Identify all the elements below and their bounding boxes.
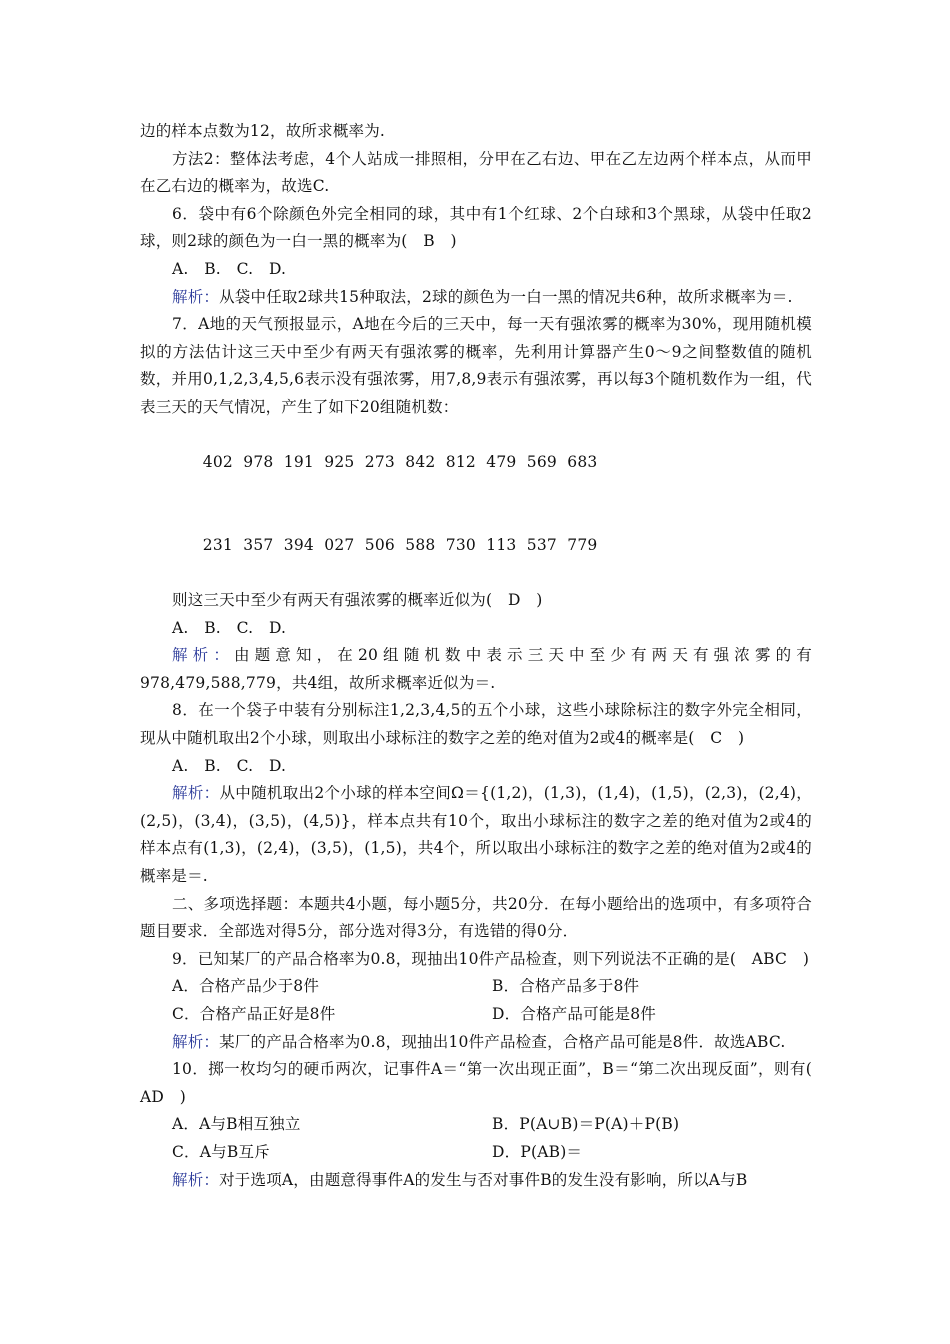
option-a: A．合格产品少于8件 [172,977,320,996]
question-6-stem: 6．袋中有6个除颜色外完全相同的球，其中有1个红球、2个白球和3个黑球，从袋中任取2球，则2球的颜色为一白一黑的概率为( B ) [140,204,812,251]
analysis-text: 从袋中任取2球共15种取法，2球的颜色为一白一黑的情况共6种，故所求概率为＝. [219,287,793,306]
random-number: 027 [324,535,355,554]
random-number: 978 [243,453,274,472]
random-number: 812 [445,453,476,472]
option-c: C．合格产品正好是8件 [172,1005,336,1023]
text-paragraph: 方法2：整体法考虑，4个人站成一排照相，分甲在乙右边、甲在乙左边两个样本点，从而甲在乙右边的概率为，故选C. [140,149,812,196]
question-7-question: 则这三天中至少有两天有强浓雾的概率近似为( D ) [172,591,543,610]
random-number: 357 [243,535,274,554]
question-9-stem: 9．已知某厂的产品合格率为0.8，现抽出10件产品检查，则下列说法不正确的是( ABC ) [172,949,810,968]
random-number-row-1 [140,422,812,505]
question-10-options-row-2 [140,1139,812,1167]
question-9-analysis [140,1029,812,1057]
analysis-label: 解析： [172,784,220,803]
question-6-choices: A. B. C. D. [172,259,287,278]
random-number: 779 [567,535,598,554]
question-10-stem: 10．掷一枚均匀的硬币两次，记事件A＝“第一次出现正面”，B＝“第二次出现反面”，则有( AD ) [140,1060,828,1106]
random-number: 683 [567,453,598,472]
analysis-text: 对于选项A，由题意得事件A的发生与否对事件B的发生没有影响，所以A与B [219,1170,748,1189]
question-7-analysis [140,642,812,697]
question-8-analysis [140,780,812,890]
random-number: 394 [283,535,314,554]
random-number: 506 [364,535,395,554]
analysis-text: 由题意知，在20组随机数中表示三天中至少有两天有强浓雾的有978,479,588,779，共4组，故所求概率近似为＝. [140,646,812,692]
question-9-options-row-1 [140,973,812,1001]
question-10-analysis [140,1167,812,1195]
random-number: 402 [202,453,233,472]
random-number: 191 [283,453,314,472]
option-d: D．合格产品可能是8件 [492,1005,656,1023]
analysis-label: 解析： [172,1170,220,1189]
random-number: 231 [202,535,233,554]
question-8-choices: A. B. C. D. [172,756,287,775]
random-number: 842 [405,453,436,472]
section-2-heading: 二、多项选择题：本题共4小题，每小题5分，共20分．在每小题给出的选项中，有多项符合题目要求．全部选对得5分，部分选对得3分，有选错的得0分． [140,894,812,941]
option-c: C．A与B互斥 [172,1142,270,1161]
random-number: 113 [486,535,517,554]
question-8-stem: 8．在一个袋子中装有分别标注1,2,3,4,5的五个小球，这些小球除标注的数字外完全相同，现从中随机取出2个小球，则取出小球标注的数字之差的绝对值为2或4的概率是( C ) [140,701,812,748]
random-number: 588 [405,535,436,554]
question-10-options-row-1 [140,1111,812,1139]
random-number: 479 [486,453,517,472]
option-d: D．P(AB)＝ [492,1142,583,1161]
analysis-text: 某厂的产品合格率为0.8，现抽出10件产品检查，合格产品可能是8件．故选ABC. [219,1032,786,1051]
random-number: 569 [526,453,557,472]
question-7-choices: A. B. C. D. [172,618,287,637]
analysis-text: 从中随机取出2个小球的样本空间Ω＝{(1,2)，(1,3)，(1,4)，(1,5)，(2,3)，(2,4)，(2,5)，(3,4)，(3,5)，(4,5)}，样本点共有10个，取出小球标注的数字之差的绝对值为2或4的样本点有(1,3)，(2,4)，(3,5)，(1,5)，共4个，所以取出小球标注的数字之差的绝对值为2或4的概率是＝. [140,784,812,886]
option-a: A．A与B相互独立 [172,1115,301,1134]
text-line: 边的样本点数为12，故所求概率为. [140,122,386,140]
random-number: 730 [445,535,476,554]
question-7-stem: 7．A地的天气预报显示，A地在今后的三天中，每一天有强浓雾的概率为30%，现用随机模拟的方法估计这三天中至少有两天有强浓雾的概率，先利用计算器产生0～9之间整数值的随机数，并用0,1,2,3,4,5,6表示没有强浓雾，用7,8,9表示有强浓雾，再以每3个随机数作为一组，代表三天的天气情况，产生了如下20组随机数： [140,315,812,416]
option-b: B．合格产品多于8件 [492,977,640,996]
random-number: 537 [526,535,557,554]
random-number: 273 [364,453,395,472]
random-number-row-2 [140,504,812,587]
analysis-label: 解析： [172,1032,220,1051]
document-body [140,118,828,1194]
random-number: 925 [324,453,355,472]
question-6-analysis [140,284,812,312]
option-b: B．P(A∪B)＝P(A)＋P(B) [492,1115,680,1134]
question-9-options-row-2 [140,1001,812,1029]
analysis-label: 解析： [172,646,234,665]
analysis-label: 解析： [172,287,220,306]
